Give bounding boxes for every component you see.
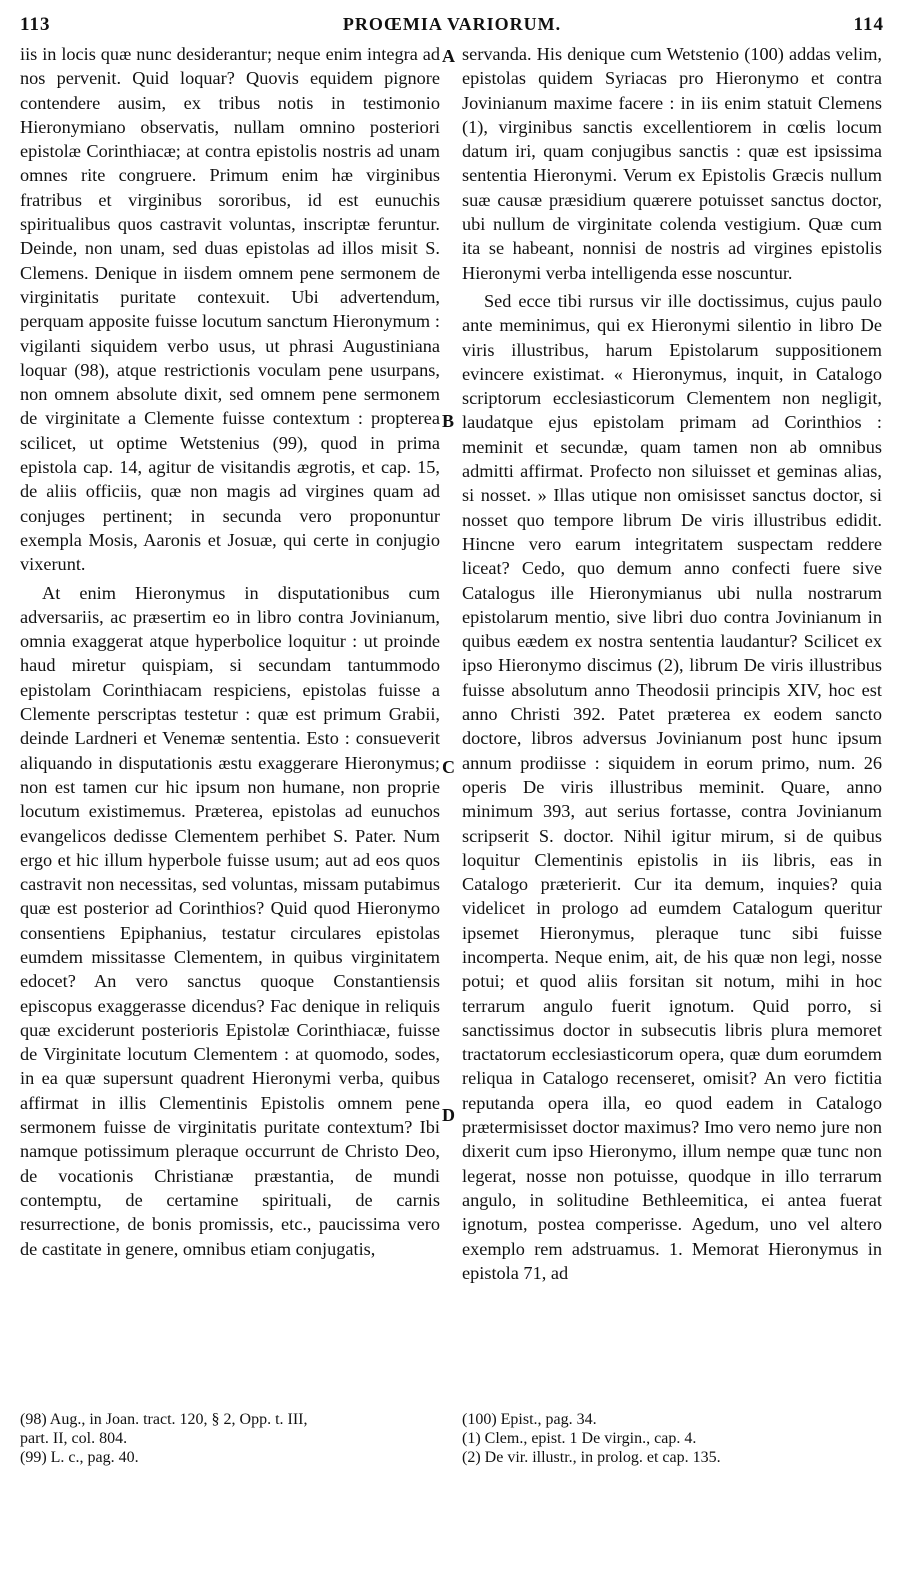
footnote-99: (99) L. c., pag. 40.	[20, 1449, 139, 1466]
page-number-right: 114	[853, 14, 884, 35]
footnote-2: (2) De vir. illustr., in prolog. et cap. 135.	[462, 1449, 721, 1466]
left-column	[20, 42, 440, 1261]
page-number-left: 113	[20, 14, 51, 35]
footnote-1: (1) Clem., epist. 1 De virgin., cap. 4.	[462, 1430, 697, 1447]
margin-letter-b: B	[442, 411, 455, 431]
right-paragraph-2: Sed ecce tibi rursus vir ille doctissimus, cujus paulo ante meminimus, qui ex Hieronymi silentio in libro De viris illustribus, harum Epistolarum suppositionem evincere existimat. « Hieronymus, inquit, in Catalogo scriptorum ecclesiasticorum Clementem non negligit, laudatque ejus epistolam primam ad Corinthios : meminit et secundæ, quam tamen non ab omnibus admitti affirmat. Profecto non siluisset et geminas alias, si nosset. » Illas utique non omisisset sanctus doctor, si nosset quo tempore librum De viris illustribus edidit. Hincne vero earum integritatem suspectam reddere liceat? Cedo, quo demum anno confecti fuere sive Catalogus ille Hieronymianus ubi nulla nostrarum epistolarum mentio, sive libri duo contra Jovinianum in quibus eædem ex nostra sententia laudantur? Scilicet ex ipso Hieronymo discimus (2), librum De viris illustribus fuisse absolutum anno Theodosii principis XIV, hoc est anno Christi 392. Patet præterea ex eodem sancto doctore, libros adversus Jovinianum post hunc ipsum annum prodiisse : siquidem in eorum primo, num. 26 operis De viris illustribus meminit. Quare, anno minimum 393, aut serius fortasse, contra Jovinianum scripserit S. doctor. Nihil igitur mirum, si de quibus loquitur Clementinis epistolis in iis libris, eas in Catalogo præterierit. Cur ita demum, inquies? quia videlicet in prologo ad eumdem Catalogum queritur ipsemet Hieronymus, pleraque tunc sibi fuisse incomperta. Neque enim, ait, de his quæ non legi, nosse potui; et quod aliis forsitan sit notum, mihi in hoc terrarum angulo fuerit ignotum. Quid porro, si sanctissimus doctor in subsecutis libris plura memoret tractatorum ecclesiasticorum opera, quæ dum eorumdem reliqua in Catalogo recenseret, omisit? An vero fictitia reputanda opera illa, eo quod eadem in Catalogo prætermisisset doctor maximus? Imo vero nemo jure non dixerit cum ipso Hieronymo, illum nempe quæ tunc non legerat, nosse non potuisse, quodque in illo terrarum angulo, in solitudine Bethleemitica, ei antea fuerat ignotum, postea comperisse. Agedum, uno vel altero exemplo rem adstruamus. 1. Memorat Hieronymus in epistola 71, ad	[462, 290, 882, 1283]
running-header	[20, 12, 884, 42]
margin-letter-d: D	[442, 1105, 455, 1125]
left-paragraph-2: At enim Hieronymus in disputationibus cum adversariis, ac præsertim eo in libro contra Jovinianum, omnia exaggerat atque hyperbolice loquitur : ut proinde haud miretur quispiam, si secundam tantummodo epistolam Corinthiacam respiciens, epistolas fuisse a Clemente perscriptas testetur : quæ est primum Grabii, deinde Lardneri et Venemæ sententia. Esto : consueverit aliquando in disputationis æstu exaggerare Hieronymus; non est tamen cur hic ipsum non humane, non proprie locutum existimemus. Præterea, epistolas ad eunuchos evangelicos dedisse Clementem perhibet S. Pater. Num ergo et hic illum hyperbole fuisse usum; aut ad eos quos castravit non necessitas, sed voluntas, missam putabimus quæ est posterior ad Corinthios? Quid quod Hieronymo consentiens Epiphanius, testatur circulares epistolas eumdem missitasse Clementem, in quibus virginitatem edocet? An vero sanctus quoque Constantiensis episcopus exaggerasse dicendus? Fac denique in reliquis quæ exciderunt posterioris Epistolæ Corinthiacæ, fuisse de Virginitate locutum Clementem : at quomodo, sodes, in ea quæ supersunt quadrent Hieronymi verba, quibus affirmat in illis Clementinis Epistolis omnem pene sermonem fuisse de virginitatis puritate contextum? Ibi namque potissimum pleraque occurrunt de Christo Deo, de vocationis Christianæ præstantia, de mundi contemptu, de certamine spirituali, de carnis resurrectione, de bonis promissis, etc., paucissima vero de castitate in genere, omnibus etiam conjugatis,	[20, 582, 440, 1259]
margin-letter-a: A	[442, 46, 455, 66]
left-paragraph-1: iis in locis quæ nunc desiderantur; neque enim integra ad nos pervenit. Quid loquar? Quovis equidem pignore contendere ausim, ex tribus notis in testimonio Hieronymiano observatis, nullam omnino posteriori epistolæ Corinthiacæ; at contra epistolis nostris ad unam omnes rite congruere. Primum enim hæ virginibus fratribus et virginibus sororibus, id est eunuchis spiritualibus quos castravit voluntas, inscriptæ feruntur. Deinde, non unam, sed duas epistolas ad illos misit S. Clemens. Denique in iisdem omnem pene sermonem de virginitatis puritate contexuit. Ubi advertendum, perquam apposite fuisse locutum sanctum Hieronymum : vigilanti siquidem verbo usus, ut phrasi Augustiniana loquar (98), atque restrictionis voculam pene usurpans, non omnem absolute dixit, sed omnem pene sermonem de virginitate a Clemente fuisse contextum : propterea scilicet, ut optime Wetstenius (99), quod in prima epistola cap. 14, agitur de visitandis ægrotis, et cap. 15, de aliis officiis, quæ non magis ad virgines quam ad conjuges pertinent; in secunda vero proponuntur exempla Mosis, Aaronis et Josuæ, qui certe in conjugio vixerunt.	[20, 44, 440, 575]
footnote-98-cont: part. II, col. 804.	[20, 1430, 128, 1447]
margin-letter-c: C	[442, 757, 455, 777]
right-paragraph-1: servanda. His denique cum Wetstenio (100) addas velim, epistolas quidem Syriacas pro Hieronymo et contra Jovinianum maxime facere : in iis enim statuit Clemens (1), virginibus sanctis excellentiorem in cœlis locum datum iri, quam conjugibus sanctis : quæ est ipsissima sententia Hieronymi. Verum ex Epistolis Græcis nullum suæ causæ præsidium quærere potuisset sanctus doctor, ubi nullum de virginitate colenda vestigium. Quæ cum ita se habeant, nonnisi de nostris ad virgines epistolis Hieronymi verba intelligenda esse noscuntur.	[462, 44, 882, 283]
footnote-98: (98) Aug., in Joan. tract. 120, § 2, Opp. t. III,	[20, 1411, 308, 1428]
running-title: PROŒMIA VARIORUM.	[342, 14, 562, 34]
footnotes-left	[20, 1410, 440, 1467]
footnotes-right	[462, 1410, 882, 1467]
right-column	[462, 42, 882, 1285]
footnote-100: (100) Epist., pag. 34.	[462, 1411, 597, 1428]
